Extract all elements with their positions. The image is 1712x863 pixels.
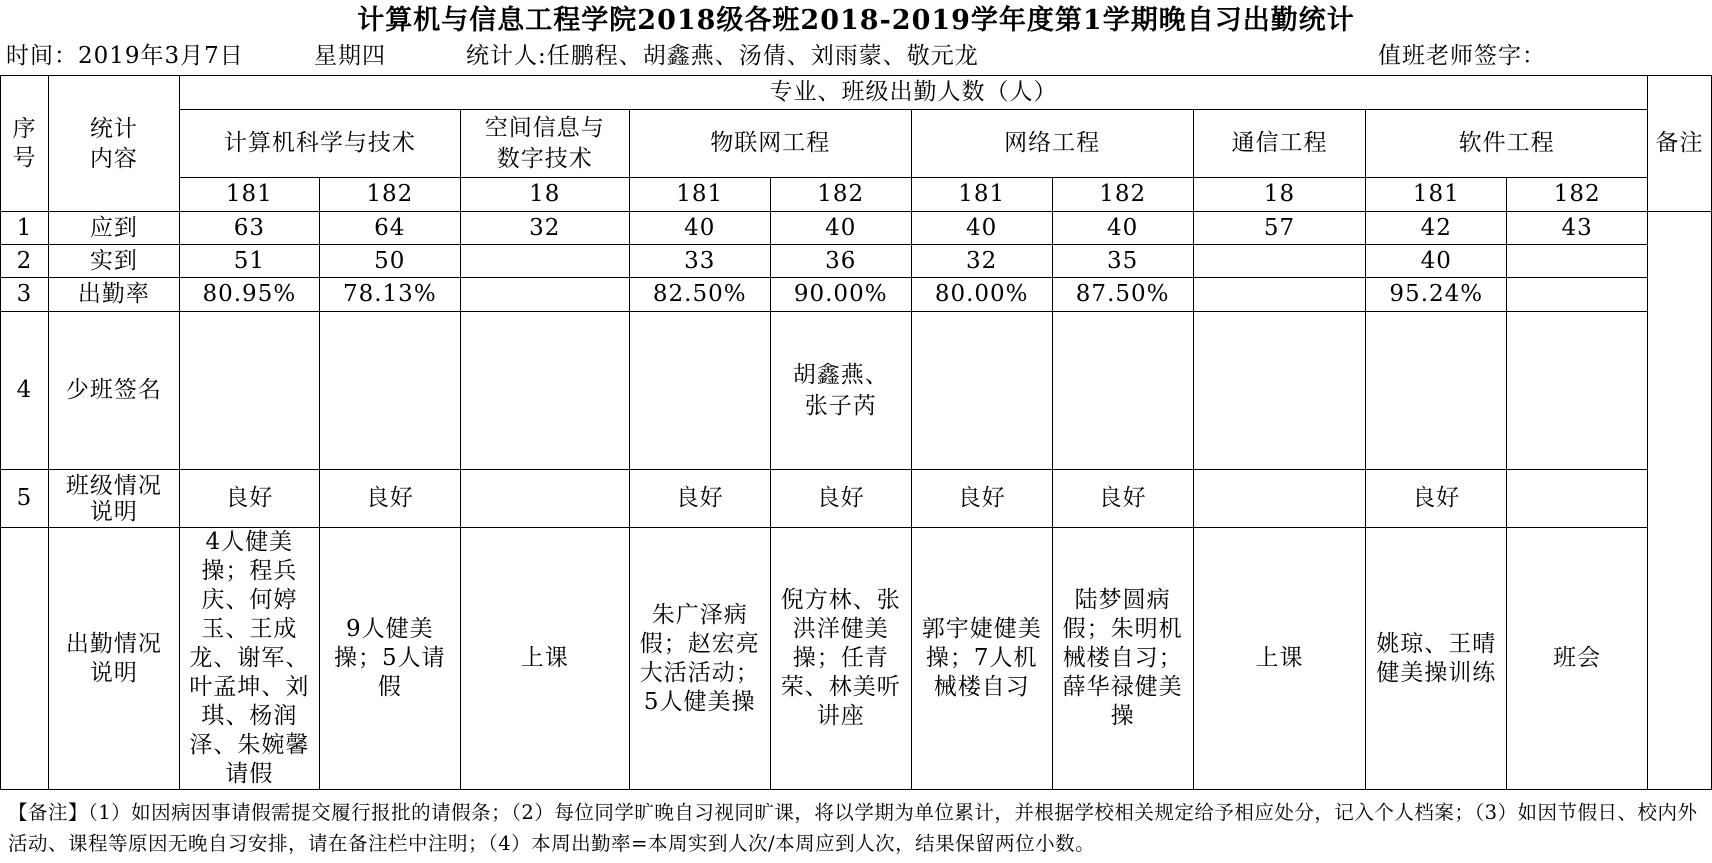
table-cell bbox=[460, 245, 629, 278]
class-header: 182 bbox=[1507, 178, 1648, 212]
table-cell bbox=[319, 312, 460, 470]
row-seq: 1 bbox=[1, 212, 49, 245]
table-cell: 80.00% bbox=[911, 278, 1052, 312]
table-cell bbox=[1052, 312, 1193, 470]
table-cell: 36 bbox=[770, 245, 911, 278]
table-cell: 43 bbox=[1507, 212, 1648, 245]
table-row bbox=[1, 528, 1712, 790]
table-cell bbox=[1507, 312, 1648, 470]
table-cell bbox=[1366, 312, 1507, 470]
page-title: 计算机与信息工程学院2018级各班2018-2019学年度第1学期晚自习出勤统计 bbox=[357, 5, 1355, 36]
table-cell: 姚琼、王晴健美操训练 bbox=[1366, 528, 1507, 790]
table-cell: 90.00% bbox=[770, 278, 911, 312]
major-header: 物联网工程 bbox=[629, 110, 911, 178]
table-cell: 良好 bbox=[911, 470, 1052, 528]
teacher-signature-label: 值班老师签字： bbox=[1378, 43, 1546, 69]
table-cell: 51 bbox=[179, 245, 319, 278]
class-header: 181 bbox=[629, 178, 770, 212]
table-cell: 40 bbox=[770, 212, 911, 245]
class-header: 182 bbox=[1052, 178, 1193, 212]
row-seq: 4 bbox=[1, 312, 49, 470]
seq-header: 序号 bbox=[1, 76, 49, 212]
row-seq: 5 bbox=[1, 470, 49, 528]
major-header: 软件工程 bbox=[1366, 110, 1648, 178]
row-label: 出勤情况说明 bbox=[48, 528, 179, 790]
table-cell: 42 bbox=[1366, 212, 1507, 245]
table-cell bbox=[1193, 470, 1366, 528]
class-header: 181 bbox=[179, 178, 319, 212]
table-cell: 朱广泽病假；赵宏亮大活活动；5人健美操 bbox=[629, 528, 770, 790]
major-header: 空间信息与数字技术 bbox=[460, 110, 629, 178]
table-cell: 良好 bbox=[179, 470, 319, 528]
content-header: 统计内容 bbox=[48, 76, 179, 212]
table-cell bbox=[1507, 470, 1648, 528]
table-cell bbox=[460, 312, 629, 470]
class-header: 181 bbox=[1366, 178, 1507, 212]
group-header: 专业、班级出勤人数（人） bbox=[179, 76, 1647, 110]
row-seq bbox=[1, 528, 49, 790]
table-cell bbox=[1507, 245, 1648, 278]
table-cell: 64 bbox=[319, 212, 460, 245]
table-cell bbox=[1193, 245, 1366, 278]
table-cell: 63 bbox=[179, 212, 319, 245]
table-cell: 50 bbox=[319, 245, 460, 278]
table-row bbox=[1, 312, 1712, 470]
row-label: 实到 bbox=[48, 245, 179, 278]
row-label: 班级情况说明 bbox=[48, 470, 179, 528]
table-cell: 82.50% bbox=[629, 278, 770, 312]
table-cell: 上课 bbox=[460, 528, 629, 790]
table-cell: 良好 bbox=[770, 470, 911, 528]
table-cell bbox=[460, 470, 629, 528]
major-header: 通信工程 bbox=[1193, 110, 1366, 178]
remark-header: 备注 bbox=[1648, 76, 1712, 212]
table-row bbox=[1, 278, 1712, 312]
table-cell bbox=[629, 312, 770, 470]
row-seq: 2 bbox=[1, 245, 49, 278]
table-cell: 40 bbox=[629, 212, 770, 245]
table-cell bbox=[460, 278, 629, 312]
table-cell: 陆梦圆病假；朱明机械楼自习；薛华禄健美操 bbox=[1052, 528, 1193, 790]
table-cell: 4人健美操；程兵庆、何婷玉、王成龙、谢军、叶孟坤、刘琪、杨润泽、朱婉馨请假 bbox=[179, 528, 319, 790]
notes: 【备注】（1）如因病因事请假需提交履行报批的请假条；（2）每位同学旷晚自习视同旷课，将以学期为单位累计，并根据学校相关规定给予相应处分，记入个人档案；（3）如因节假日、校内外活动、课程等原因无晚自习安排，请在备注栏中注明；（4）本周出勤率=本周实到人次/本周应到人次，结果保留两位小数。 bbox=[8, 801, 1698, 855]
table-row bbox=[1, 212, 1712, 245]
table-cell: 9人健美操；5人请假 bbox=[319, 528, 460, 790]
date-label: 时间：2019年3月7日 bbox=[6, 43, 244, 69]
table-cell: 郭宇婕健美操；7人机械楼自习 bbox=[911, 528, 1052, 790]
row-label: 应到 bbox=[48, 212, 179, 245]
table-cell bbox=[1507, 278, 1648, 312]
table-cell: 良好 bbox=[629, 470, 770, 528]
attendance-table bbox=[0, 75, 1712, 790]
table-cell bbox=[1193, 312, 1366, 470]
weekday-label: 星期四 bbox=[314, 43, 386, 69]
remark-cell bbox=[1648, 212, 1712, 790]
row-seq: 3 bbox=[1, 278, 49, 312]
class-header: 182 bbox=[770, 178, 911, 212]
table-row bbox=[1, 110, 1712, 178]
class-header: 181 bbox=[911, 178, 1052, 212]
statisticians-label: 统计人:任鹏程、胡鑫燕、汤倩、刘雨蒙、敬元龙 bbox=[466, 43, 979, 69]
class-header: 18 bbox=[1193, 178, 1366, 212]
table-cell: 33 bbox=[629, 245, 770, 278]
table-cell: 倪方林、张洪洋健美操；任青荣、林美听讲座 bbox=[770, 528, 911, 790]
table-cell bbox=[179, 312, 319, 470]
major-header: 网络工程 bbox=[911, 110, 1193, 178]
table-cell: 95.24% bbox=[1366, 278, 1507, 312]
table-cell bbox=[911, 312, 1052, 470]
table-cell: 87.50% bbox=[1052, 278, 1193, 312]
table-cell: 胡鑫燕、张子芮 bbox=[770, 312, 911, 470]
table-cell bbox=[1193, 278, 1366, 312]
row-label: 出勤率 bbox=[48, 278, 179, 312]
table-cell: 40 bbox=[911, 212, 1052, 245]
table-cell: 78.13% bbox=[319, 278, 460, 312]
table-cell: 良好 bbox=[1366, 470, 1507, 528]
major-header: 计算机科学与技术 bbox=[179, 110, 460, 178]
table-cell: 良好 bbox=[1052, 470, 1193, 528]
row-label: 少班签名 bbox=[48, 312, 179, 470]
table-cell: 40 bbox=[1052, 212, 1193, 245]
table-row bbox=[1, 178, 1712, 212]
table-cell: 40 bbox=[1366, 245, 1507, 278]
table-cell: 32 bbox=[911, 245, 1052, 278]
table-cell: 80.95% bbox=[179, 278, 319, 312]
class-header: 18 bbox=[460, 178, 629, 212]
table-cell: 57 bbox=[1193, 212, 1366, 245]
table-cell: 35 bbox=[1052, 245, 1193, 278]
table-row bbox=[1, 245, 1712, 278]
table-row bbox=[1, 76, 1712, 110]
table-row bbox=[1, 470, 1712, 528]
table-cell: 良好 bbox=[319, 470, 460, 528]
table-cell: 班会 bbox=[1507, 528, 1648, 790]
class-header: 182 bbox=[319, 178, 460, 212]
table-cell: 上课 bbox=[1193, 528, 1366, 790]
table-cell: 32 bbox=[460, 212, 629, 245]
